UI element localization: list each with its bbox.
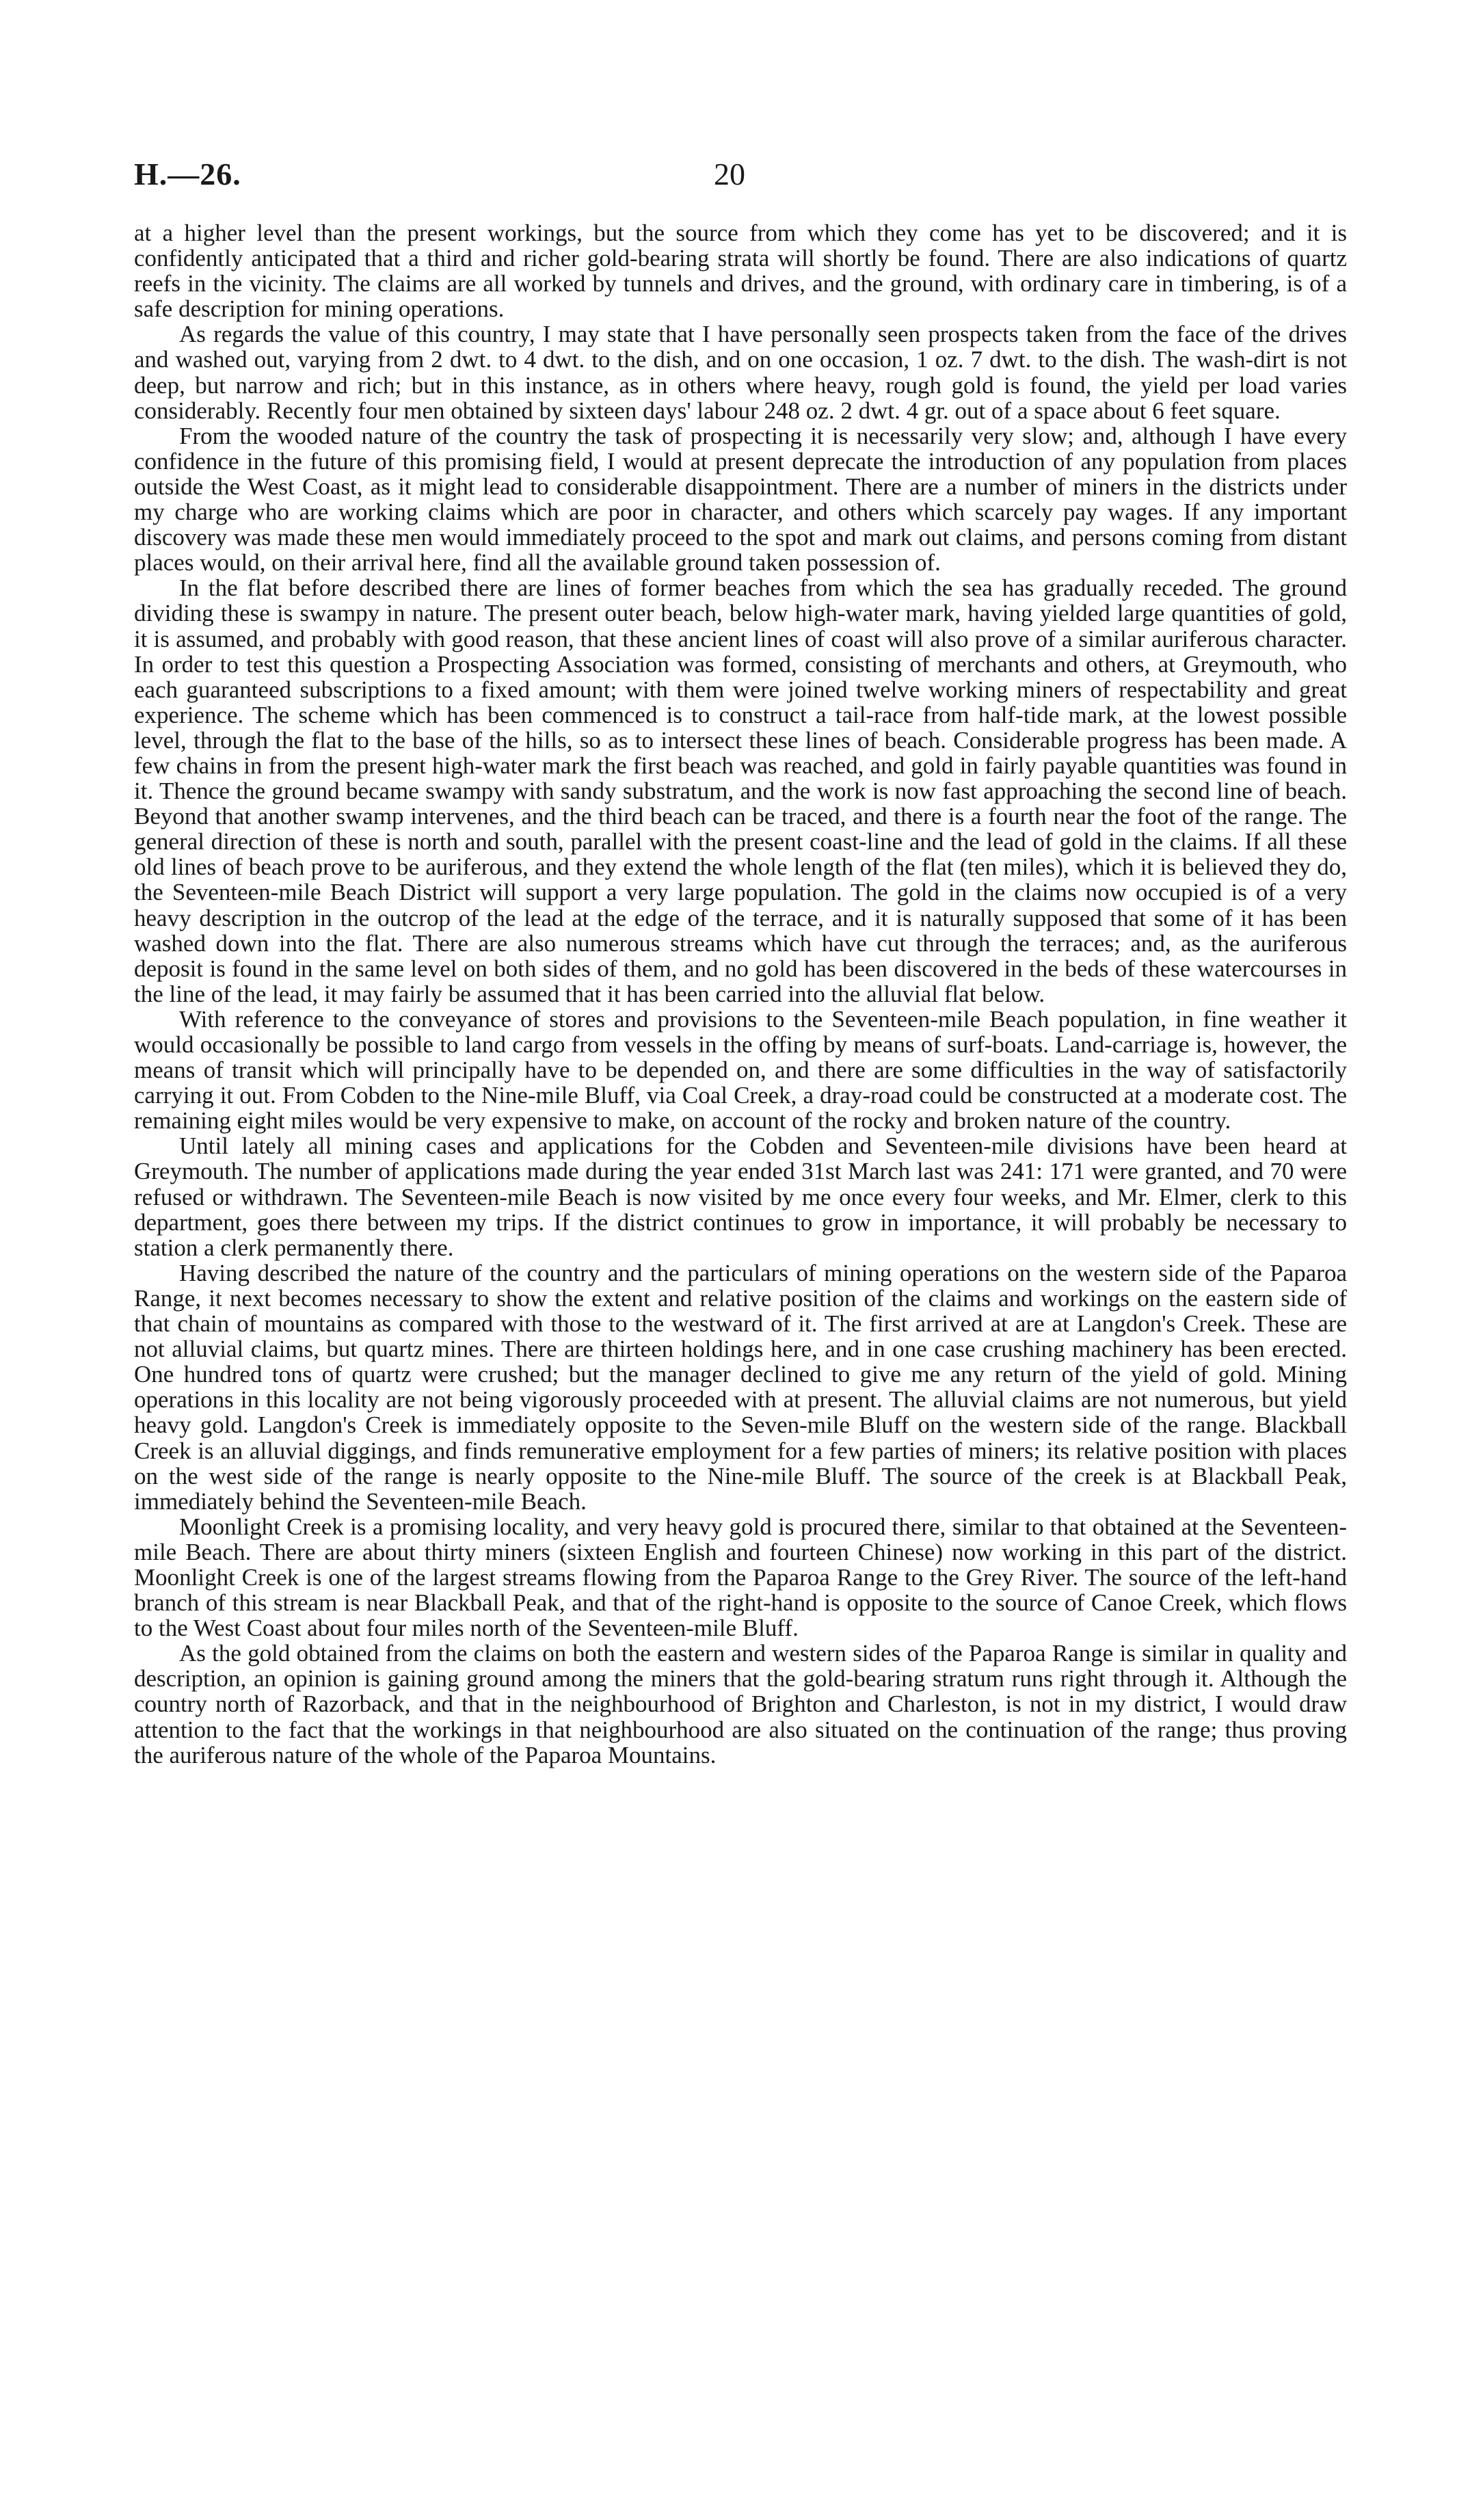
document-reference: H.—26.: [134, 157, 241, 191]
paragraph-continuation: at a higher level than the present workings, but the source from which they come has yet to be discovered; and it is confidently anticipated that a third and richer gold-bearing strata will shortly be found. There are also indications of quartz reefs in the vicinity. The claims are all worked by tunnels and drives, and the ground, with ordinary care in timbering, is of a safe description for mining operations.: [134, 220, 1347, 323]
paragraph: From the wooded nature of the country the task of prospecting it is necessarily very slow; and, although I have every confidence in the future of this promising field, I would at present deprecate the introduction of any population from places outside the West Coast, as it might lead to considerable disappointment. There are a number of miners in the districts under my charge who are working claims which are poor in character, and others which scarcely pay wages. If any important discovery was made these men would immediately proceed to the spot and mark out claims, and persons coming from distant places would, on their arrival here, find all the available ground taken possession of.: [134, 422, 1347, 576]
paragraph: As regards the value of this country, I may state that I have personally seen prospects taken from the face of the drives and washed out, varying from 2 dwt. to 4 dwt. to the dish, and on one occasion, 1 oz. 7 dwt. to the dish. The wash-dirt is not deep, but narrow and rich; but in this instance, as in others where heavy, rough gold is found, the yield per load varies considerably. Recently four men obtained by sixteen days' labour 248 oz. 2 dwt. 4 gr. out of a space about 6 feet square.: [134, 321, 1347, 424]
page-header: [134, 156, 1347, 197]
body-text: [134, 220, 1347, 1768]
paragraph: As the gold obtained from the claims on both the eastern and western sides of the Paparoa Range is similar in quality and description, an opinion is gaining ground among the miners that the gold-bearing stratum runs right through it. Although the country north of Razorback, and that in the neighbourhood of Brighton and Charleston, is not in my district, I would draw attention to the fact that the workings in that neighbourhood are also situated on the continuation of the range; thus proving the auriferous nature of the whole of the Paparoa Mountains.: [134, 1640, 1347, 1768]
paragraph: Having described the nature of the country and the particulars of mining operations on the western side of the Paparoa Range, it next becomes necessary to show the extent and relative position of the claims and workings on the eastern side of that chain of mountains as compared with those to the westward of it. The first arrived at are at Langdon's Creek. These are not alluvial claims, but quartz mines. There are thirteen holdings here, and in one case crushing machinery has been erected. One hundred tons of quartz were crushed; but the manager declined to give me any return of the yield of gold. Mining operations in this locality are not being vigorously proceeded with at present. The alluvial claims are not numerous, but yield heavy gold. Langdon's Creek is immediately opposite to the Seven-mile Bluff on the western side of the range. Blackball Creek is an alluvial diggings, and finds remunerative employment for a few parties of miners; its relative position with places on the west side of the range is nearly opposite to the Nine-mile Bluff. The source of the creek is at Blackball Peak, immediately behind the Seventeen-mile Beach.: [134, 1259, 1347, 1515]
paragraph: Until lately all mining cases and applications for the Cobden and Seventeen-mile divisions have been heard at Greymouth. The number of applications made during the year ended 31st March last was 241: 171 were granted, and 70 were refused or withdrawn. The Seventeen-mile Beach is now visited by me once every four weeks, and Mr. Elmer, clerk to this department, goes there between my trips. If the district continues to grow in importance, it will probably be necessary to station a clerk permanently there.: [134, 1132, 1347, 1261]
page-number: 20: [714, 157, 745, 191]
paragraph: Moonlight Creek is a promising locality, and very heavy gold is procured there, similar to that obtained at the Seventeen-mile Beach. There are about thirty miners (sixteen English and fourteen Chinese) now working in this part of the district. Moonlight Creek is one of the largest streams flowing from the Paparoa Range to the Grey River. The source of the left-hand branch of this stream is near Blackball Peak, and that of the right-hand is opposite to the source of Canoe Creek, which flows to the West Coast about four miles north of the Seventeen-mile Bluff.: [134, 1513, 1347, 1642]
paragraph: With reference to the conveyance of stores and provisions to the Seventeen-mile Beach population, in fine weather it would occasionally be possible to land cargo from vessels in the offing by means of surf-boats. Land-carriage is, however, the means of transit which will principally have to be depended on, and there are some difficulties in the way of satisfactorily carrying it out. From Cobden to the Nine-mile Bluff, via Coal Creek, a dray-road could be constructed at a moderate cost. The remaining eight miles would be very expensive to make, on account of the rocky and broken nature of the country.: [134, 1005, 1347, 1135]
paragraph: In the flat before described there are lines of former beaches from which the sea has gradually receded. The ground dividing these is swampy in nature. The present outer beach, below high-water mark, having yielded large quantities of gold, it is assumed, and probably with good reason, that these ancient lines of coast will also prove of a similar auriferous character. In order to test this question a Prospecting Association was formed, consisting of merchants and others, at Greymouth, who each guaranteed subscriptions to a fixed amount; with them were joined twelve working miners of respectability and great experience. The scheme which has been commenced is to construct a tail-race from half-tide mark, at the lowest possible level, through the flat to the base of the hills, so as to intersect these lines of beach. Considerable progress has been made. A few chains in from the present high-water mark the first beach was reached, and gold in fairly payable quantities was found in it. Thence the ground became swampy with sandy substratum, and the work is now fast approaching the second line of beach. Beyond that another swamp intervenes, and the third beach can be traced, and there is a fourth near the foot of the range. The general direction of these is north and south, parallel with the present coast-line and the lead of gold in the claims. If all these old lines of beach prove to be auriferous, and they extend the whole length of the flat (ten miles), which it is believed they do, the Seventeen-mile Beach District will support a very large population. The gold in the claims now occupied is of a very heavy description in the outcrop of the lead at the edge of the terrace, and it is naturally supposed that some of it has been washed down into the flat. There are also numerous streams which have cut through the terraces; and, as the auriferous deposit is found in the same level on both sides of them, and no gold has been discovered in the beds of these watercourses in the line of the lead, it may fairly be assumed that it has been carried into the alluvial flat below.: [134, 574, 1347, 1007]
